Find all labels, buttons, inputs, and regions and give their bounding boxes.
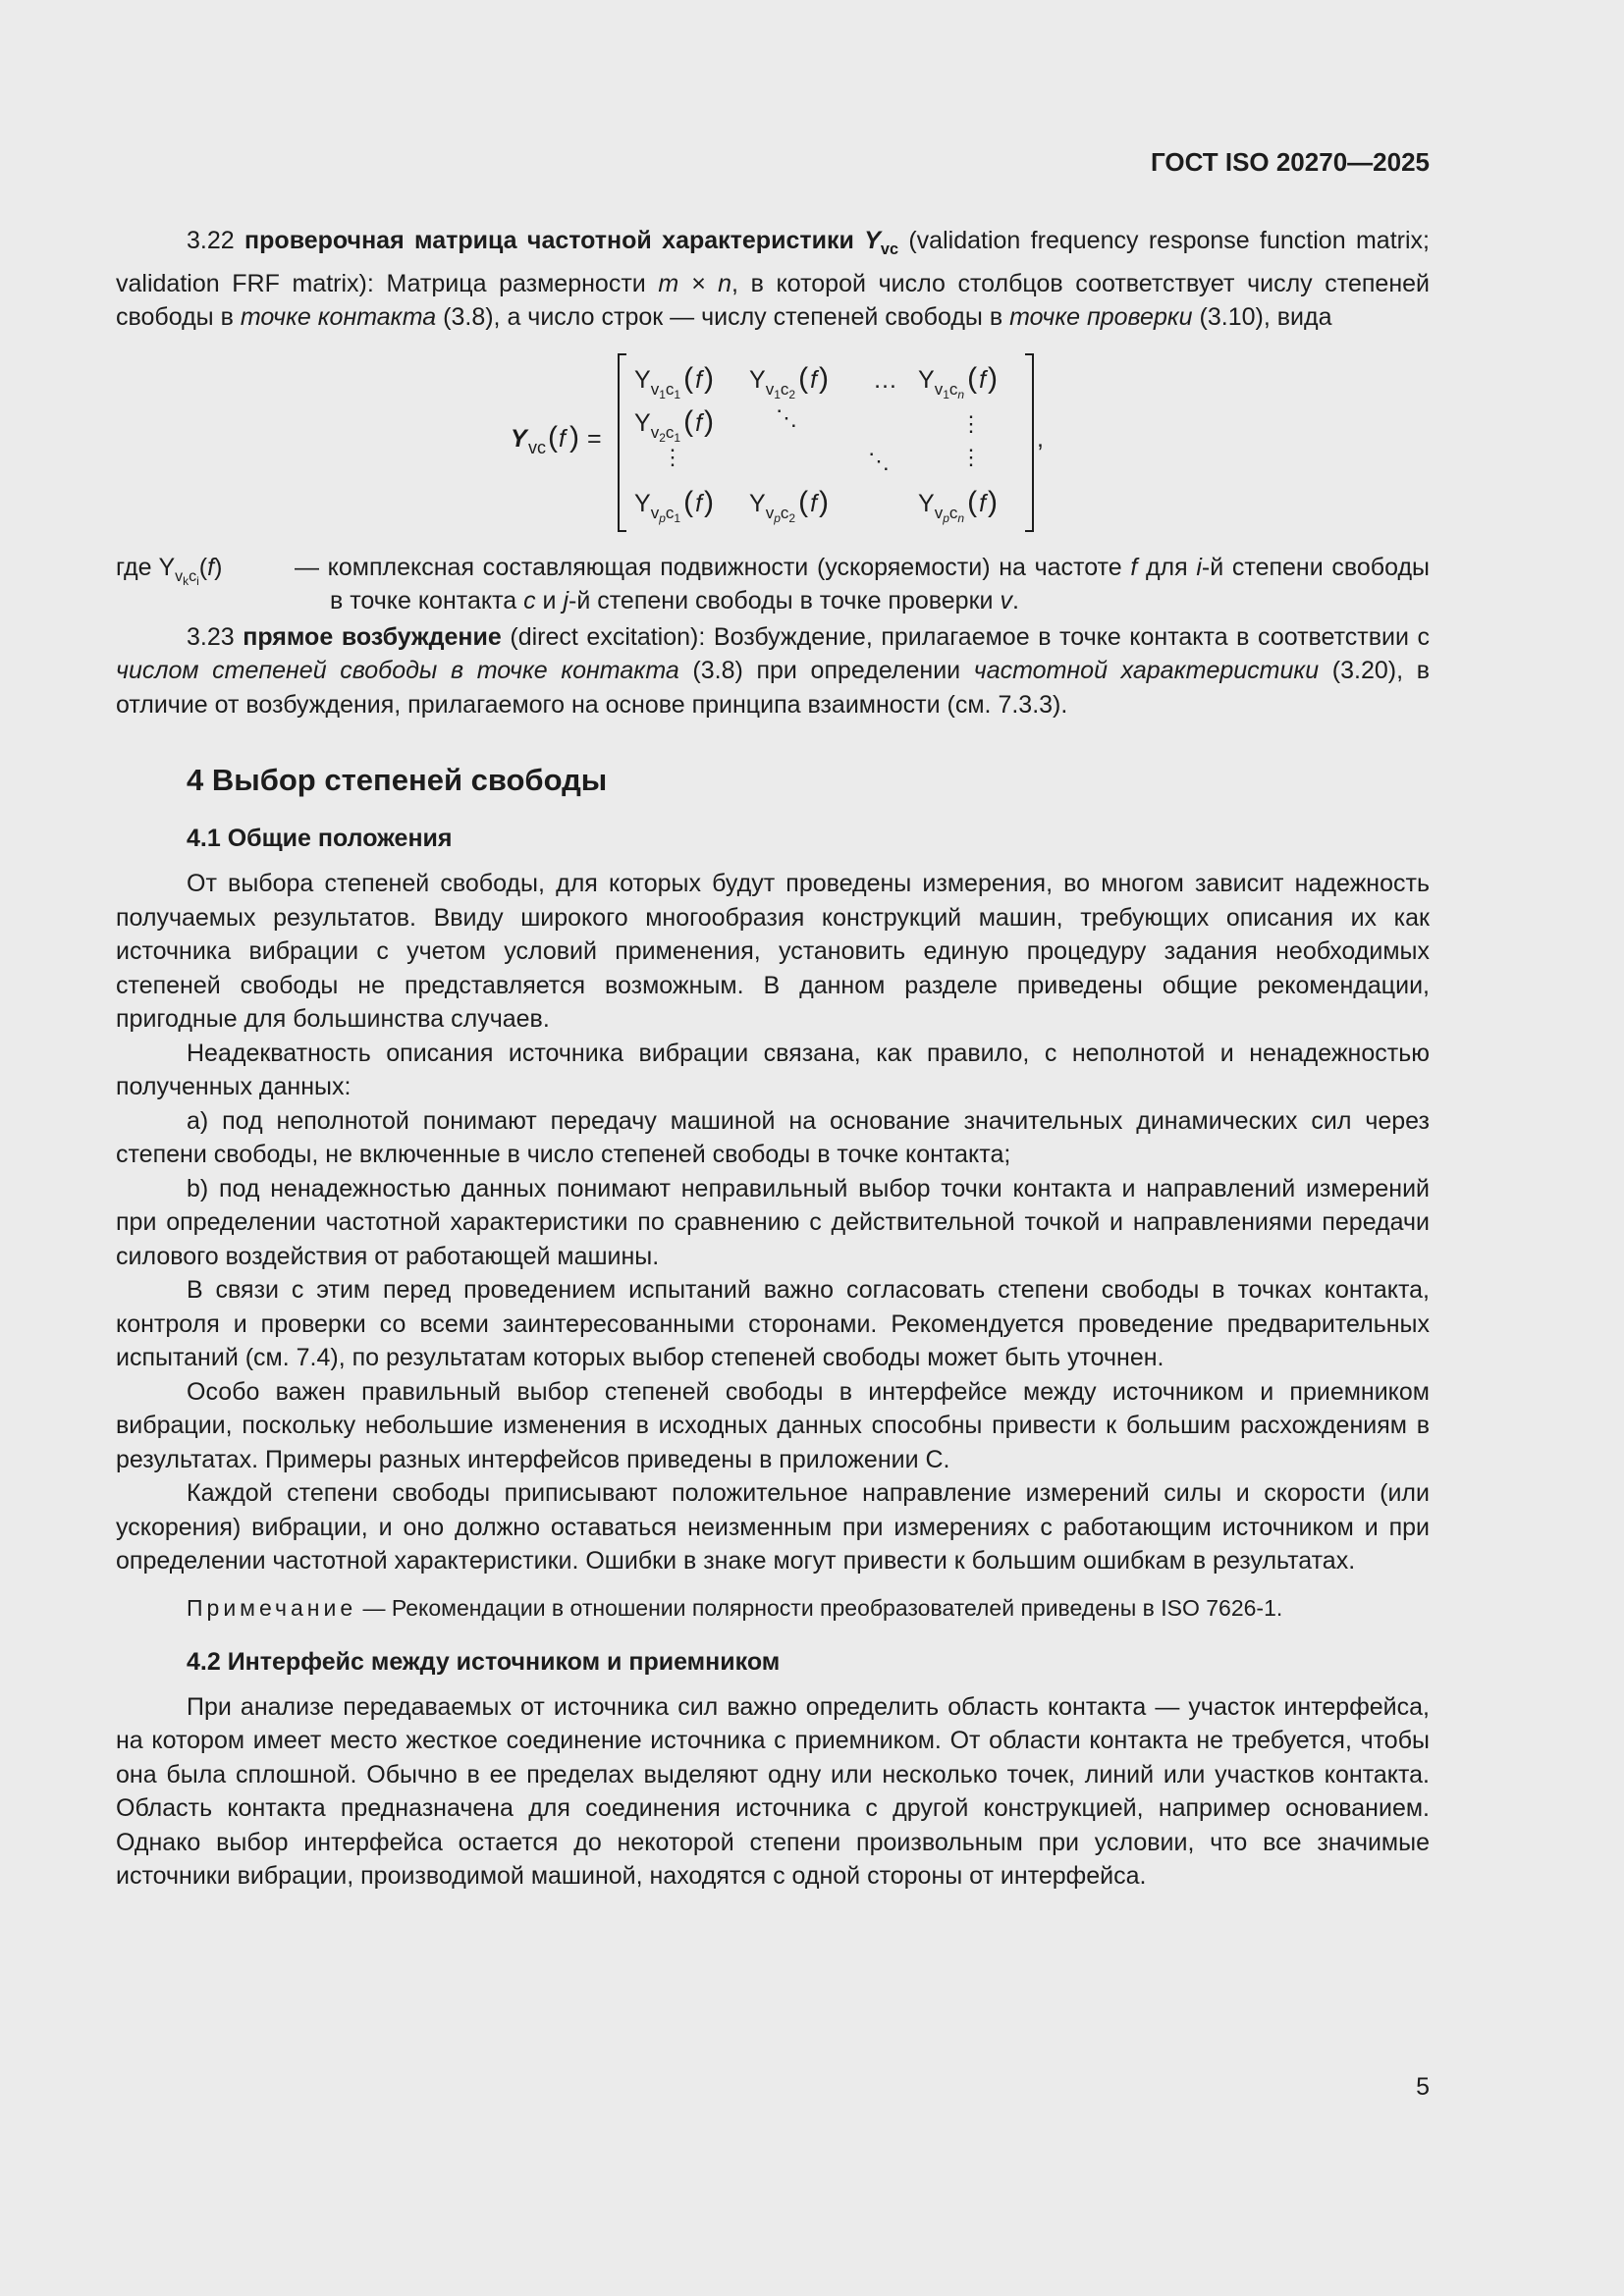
subsection-4-1-heading: 4.1 Общие положения <box>187 825 453 852</box>
svg-text:Yvpc1(f): $Y_vpc1$ (f) <box>634 485 715 525</box>
svg-text:⋮: ⋮ <box>662 444 683 469</box>
paragraph: Каждой степени свободы приписывают положительное направление измерений силы и скорости (или ускорения) вибрации, и оно должно оставаться неизменным при измерениях с работающим источником и при определении частотной характеристики. Ошибки в знаке могут привести к большим ошибкам в результатах. <box>116 1479 1430 1575</box>
svg-text:): ) <box>569 420 579 454</box>
paragraph: Неадекватность описания источника вибрации связана, как правило, с неполнотой и ненадежностью полученных данных: <box>116 1039 1430 1100</box>
matrix-equation-svg <box>116 345 1430 537</box>
section-4-heading: 4 Выбор степеней свободы <box>187 763 608 797</box>
note <box>187 1592 1430 1624</box>
paragraph: В связи с этим перед проведением испытаний важно согласовать степени свободы в точках контакта, контроля и проверки со всеми заинтересованными сторонами. Рекомендуется проведение предварительных испытаний (см. 7.4), по результатам которых выбор степеней свободы может быть уточнен. <box>116 1276 1430 1371</box>
svg-text:⋮: ⋮ <box>960 410 982 436</box>
svg-text:,: , <box>1037 424 1044 453</box>
note-text: — Рекомендации в отношении полярности преобразователей приведены в ISO 7626-1. <box>362 1594 1283 1621</box>
page-number: 5 <box>1416 2073 1430 2101</box>
svg-text:Yvpc2(f): $Y_vpc2$ (f) <box>749 485 830 525</box>
paragraph: Особо важен правильный выбор степеней свободы в интерфейсе между источником и приемником вибрации, поскольку небольшие изменения в исходных данных способны привести к большим расхождениям в результатах. Примеры разных интерфейсов приведены в приложении С. <box>116 1377 1430 1473</box>
svg-text:⋱: ⋱ <box>776 404 797 430</box>
list-item-a: a) под неполнотой понимают передачу машиной на основание значительных динамических сил через степени свободы, не включенные в число степеней свободы в точке контакта; <box>116 1106 1430 1168</box>
where-symbol: где $Y_{v_kc_i}(f)$ <box>116 553 223 588</box>
svg-text:Yv2c1(f): $Y_v2c1$ (f) <box>634 404 715 445</box>
matrix-row-2 <box>634 405 982 445</box>
where-description: — комплексная составляющая подвижности (ускоряемости) на частоте f для i-й степени свободы в точке контакта c и j-й степени свободы в точке проверки v. <box>295 553 1430 614</box>
svg-text:…: … <box>873 365 897 394</box>
svg-text:f: f <box>559 424 566 453</box>
term-3-22: проверочная матрица частотной характеристики <box>244 227 854 254</box>
page-body <box>116 224 1430 1894</box>
svg-text:Yv1cn(f): $Y_v1cn$ (f) <box>918 361 999 401</box>
svg-text:vc: vc <box>528 437 546 457</box>
list-item-b: b) под ненадежностью данных понимают неправильный выбор точки контакта и направлений измерений при определении частотной характеристики по сравнению с действительной точкой и направлениями передачи силового воздействия от работающей машины. <box>116 1174 1430 1270</box>
standard-designation: ГОСТ ISO 20270—2025 <box>1150 147 1430 177</box>
svg-text:⋮: ⋮ <box>960 444 982 469</box>
definition-3-23: 3.23 прямое возбуждение (direct excitation): Возбуждение, прилагаемое в точке контакта в соответствии с числом степеней свободы в точке контакта (3.8) при определении частотной характеристики (3.20), в отличие от возбуждения, прилагаемого на основе принципа взаимности (см. 7.3.3). <box>116 622 1431 719</box>
note-label: Примечание <box>187 1594 357 1621</box>
subsection-4-2-heading: 4.2 Интерфейс между источником и приемником <box>187 1647 781 1676</box>
svg-text:=: = <box>587 424 602 453</box>
term-3-23: прямое возбуждение <box>243 622 502 651</box>
where-clause <box>116 551 1430 618</box>
svg-text:Yv1c1(f): $Y_v1c1$ (f) <box>634 361 715 401</box>
paragraph: При анализе передаваемых от источника сил важно определить область контакта — участок интерфейса, на котором имеет место жесткое соединение источника с приемником. От области контакта не требуется, чтобы она была сплошной. Обычно в ее пределах выделяют одну или несколько точек, линий или участков контакта. Область контакта предназначена для соединения источника с другой конструкцией, например основанием. Однако выбор интерфейса остается до некоторой степени произвольным при условии, что все значимые источники вибрации, производимой машиной, находятся с одной стороны от интерфейса. <box>116 1692 1430 1890</box>
svg-text:Yvpcn(f): $Y_vpcn$ (f) <box>918 485 999 525</box>
matrix-row-3 <box>662 445 982 473</box>
svg-text:Y: Y <box>511 424 527 453</box>
matrix-formula <box>116 345 1430 537</box>
svg-text:⋱: ⋱ <box>868 448 890 473</box>
matrix-row-1 <box>634 362 998 401</box>
definition-3-22: 3.22 проверочная матрица частотной характеристики $Y_{vc}$ (validation frequency response function matrix; validation FRF matrix): Матрица размерности m × n, в которой число столбцов соответствует числу степеней свободы в точке контакта (3.8), а число строк — числу степеней свободы в точке проверки (3.10), вида <box>116 227 1430 331</box>
svg-text:Yv1c2(f): $Y_v1c2$ (f) <box>749 361 830 401</box>
paragraph: От выбора степеней свободы, для которых будут проведены измерения, во многом зависит надежность получаемых результатов. Ввиду широкого многообразия конструкций машин, требующих описания их как источника вибрации с учетом условий применения, установить единую процедуру задания необходимых степеней свободы не представляется возможным. В данном разделе приведены общие рекомендации, пригодные для большинства случаев. <box>116 870 1430 1033</box>
matrix-row-4 <box>634 486 998 525</box>
svg-text:(: ( <box>548 420 558 454</box>
